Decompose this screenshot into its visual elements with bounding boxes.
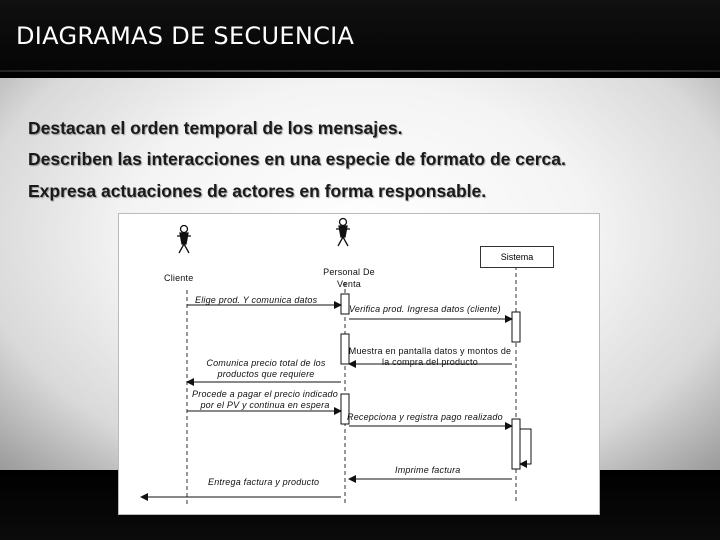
bullet-1: Destacan el orden temporal de los mensajes. [28,118,403,138]
actor-sistema-box: Sistema [480,246,554,268]
msg-muestra: Muestra en pantalla datos y montos de la compra del producto [348,346,512,367]
msg-entrega: Entrega factura y producto [208,477,320,487]
actor-cliente-icon [177,226,191,254]
title-bar [0,0,720,72]
arrow-self-sistema [520,429,531,464]
msg-comunica: Comunica precio total de los productos que requiere [206,358,326,379]
msg-imprime: Imprime factura [395,465,461,475]
msg-recepciona: Recepciona y registra pago realizado [347,412,503,422]
slide-title: DIAGRAMAS DE SECUENCIA [16,22,355,50]
actor-personal-icon [336,219,350,247]
msg-procede: Procede a pagar el precio indicado por el PV y continua en espera [192,389,338,410]
bullet-2: Describen las interacciones en una especie de formato de cerca. [28,149,566,169]
title-divider [0,70,720,72]
msg-elige: Elige prod. Y comunica datos [195,295,318,305]
sequence-diagram [118,213,600,515]
msg-verifica: Verifica prod. Ingresa datos (cliente) [349,304,501,314]
actor-personal-label: Personal De Venta [323,267,375,289]
bullet-3: Expresa actuaciones de actores en forma responsable. [28,181,487,201]
actor-cliente-label: Cliente [164,273,194,283]
activation-bars [341,294,520,469]
